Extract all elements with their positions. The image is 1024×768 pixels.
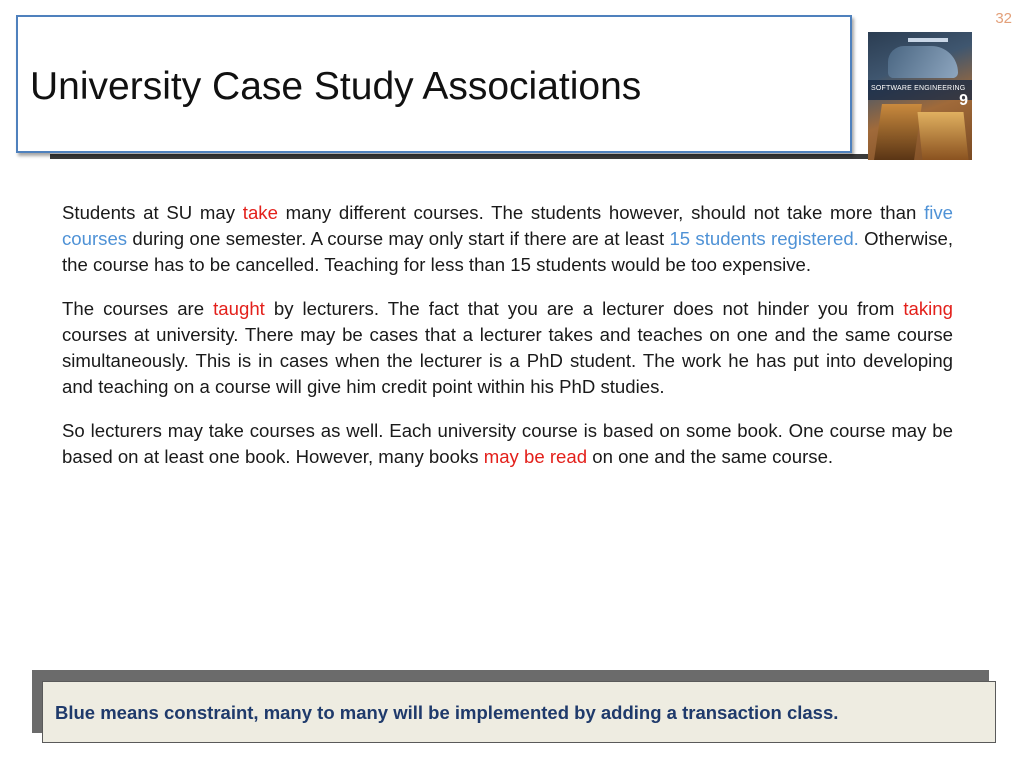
paragraph-books [62,418,953,470]
title-shadow [50,154,870,159]
slide-title: University Case Study Associations [30,65,642,108]
paragraph-text: courses at university. There may be cases that a lecturer takes and teaches on one and the same course simultaneously. This is in cases when the lecturer is a PhD student. The work he has put into developing and teaching on a course will give him credit point within his PhD studies. [62,324,953,397]
association-take: take [242,202,278,223]
paragraph-text: on one and the same course. [587,446,834,467]
association-taught: taught [213,298,265,319]
association-may-be-read: may be read [483,446,588,467]
book-cover-image [868,32,972,160]
paragraph-text: So lecturers may take courses as well. Each university course is based on some book. One course may be based on at least one book. However, many books [62,420,953,467]
constraint-five-courses: five courses [62,202,954,249]
book-cover-edition: 9 [959,92,968,109]
book-cover-building-shape [888,46,958,78]
paragraph-text: Otherwise, the course has to be cancelled. Teaching for less than 15 students would be too expensive. [62,228,954,275]
book-cover-author-line [908,38,948,42]
slide-body [62,200,953,488]
note-text: Blue means constraint, many to many will be implemented by adding a transaction class. [55,702,839,723]
paragraph-lecturers [62,296,953,400]
book-cover-structure-left [874,104,922,160]
paragraph-text: Students at SU may [62,202,243,223]
association-taking: taking [903,298,953,319]
paragraph-text: by lecturers. The fact that you are a lecturer does not hinder you from [264,298,904,319]
note-box [42,681,996,743]
title-box [16,15,852,153]
paragraph-text: many different courses. The students however, should not take more than [277,202,925,223]
constraint-fifteen-students: 15 students registered. [669,228,859,249]
paragraph-students [62,200,953,278]
book-cover-title: SOFTWARE ENGINEERING [871,85,966,92]
paragraph-text: The courses are [62,298,214,319]
paragraph-text: during one semester. A course may only start if there are at least [127,228,670,249]
book-cover-structure-right [917,112,968,160]
slide-number: 32 [995,10,1012,27]
